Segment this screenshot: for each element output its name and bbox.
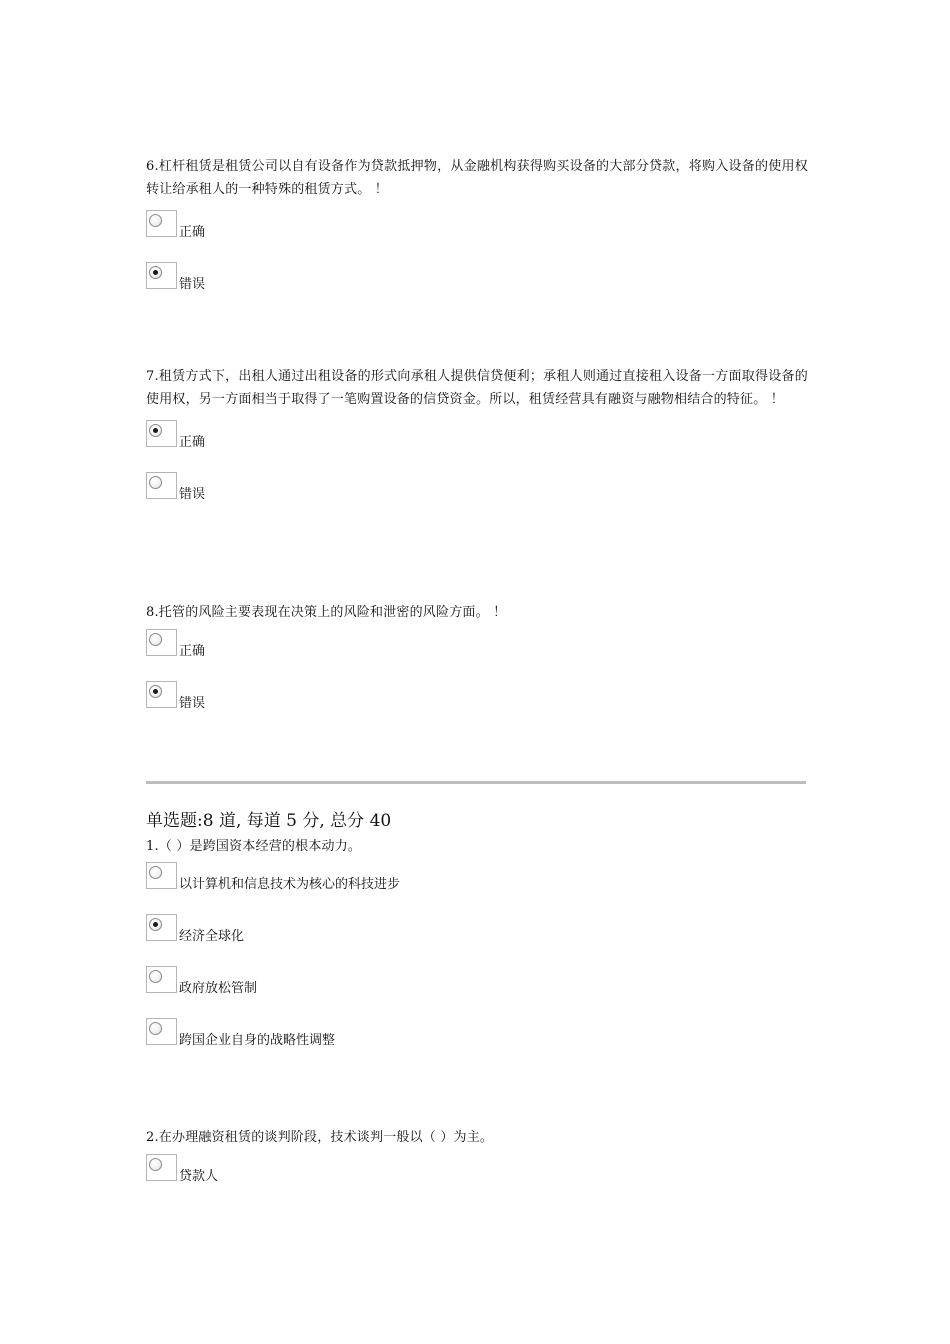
question-6 bbox=[146, 156, 808, 314]
option-label: 错误 bbox=[179, 277, 206, 292]
radio-box[interactable] bbox=[146, 210, 177, 237]
section-divider bbox=[146, 781, 806, 784]
question-8 bbox=[146, 602, 808, 733]
question-7 bbox=[146, 366, 808, 524]
option-label: 错误 bbox=[179, 487, 206, 502]
radio-button-icon[interactable] bbox=[149, 214, 162, 227]
option-label: 以计算机和信息技术为核心的科技进步 bbox=[179, 876, 401, 892]
single-choice-question-1 bbox=[146, 836, 808, 1070]
option-label: 经济全球化 bbox=[179, 928, 245, 944]
option-label: 错误 bbox=[179, 695, 206, 711]
question-text: 6.杠杆租赁是租赁公司以自有设备作为贷款抵押物，从金融机构获得购买设备的大部分贷款，将购入设备的使用权转让给承租人的一种特殊的租赁方式。 ！ bbox=[146, 159, 808, 197]
option-d[interactable] bbox=[146, 1018, 808, 1070]
option-label: 贷款人 bbox=[179, 1168, 219, 1184]
radio-button-icon[interactable] bbox=[149, 970, 162, 983]
question-text: 2.在办理融资租赁的谈判阶段，技术谈判一般以（ ）为主。 bbox=[146, 1130, 494, 1145]
radio-button-checked-icon[interactable] bbox=[149, 424, 162, 437]
option-label: 跨国企业自身的战略性调整 bbox=[179, 1032, 336, 1048]
option-correct[interactable] bbox=[146, 420, 808, 472]
option-wrong[interactable] bbox=[146, 262, 808, 314]
radio-button-icon[interactable] bbox=[149, 1022, 162, 1035]
radio-box[interactable] bbox=[146, 472, 177, 499]
single-choice-question-2 bbox=[146, 1127, 808, 1206]
radio-button-checked-icon[interactable] bbox=[149, 266, 162, 279]
radio-button-checked-icon[interactable] bbox=[149, 918, 162, 931]
option-a[interactable] bbox=[146, 1154, 808, 1206]
option-wrong[interactable] bbox=[146, 472, 808, 524]
section-title: 单选题:8 道, 每道 5 分, 总分 40 bbox=[146, 811, 392, 831]
question-text: 8.托管的风险主要表现在决策上的风险和泄密的风险方面。 ！ bbox=[146, 605, 507, 620]
radio-box[interactable] bbox=[146, 629, 177, 656]
radio-box[interactable] bbox=[146, 1154, 177, 1181]
radio-box[interactable] bbox=[146, 914, 177, 941]
question-text: 1.（ ）是跨国资本经营的根本动力。 bbox=[146, 839, 362, 854]
option-wrong[interactable] bbox=[146, 681, 808, 733]
radio-button-icon[interactable] bbox=[149, 633, 162, 646]
option-label: 政府放松管制 bbox=[179, 980, 258, 996]
radio-box[interactable] bbox=[146, 862, 177, 889]
radio-box[interactable] bbox=[146, 420, 177, 447]
question-text: 7.租赁方式下，出租人通过出租设备的形式向承租人提供信贷便利；承租人则通过直接租入设备一方面取得设备的使用权，另一方面相当于取得了一笔购置设备的信贷资金。所以，租赁经营具有融资与融物相结合的特征。 ！ bbox=[146, 369, 808, 407]
option-label: 正确 bbox=[179, 643, 206, 659]
radio-button-checked-icon[interactable] bbox=[149, 685, 162, 698]
radio-box[interactable] bbox=[146, 1018, 177, 1045]
option-correct[interactable] bbox=[146, 629, 808, 681]
radio-box[interactable] bbox=[146, 966, 177, 993]
radio-button-icon[interactable] bbox=[149, 476, 162, 489]
radio-button-icon[interactable] bbox=[149, 1158, 162, 1171]
option-correct[interactable] bbox=[146, 210, 808, 262]
radio-box[interactable] bbox=[146, 681, 177, 708]
option-label: 正确 bbox=[179, 225, 206, 240]
option-label: 正确 bbox=[179, 435, 206, 450]
radio-box[interactable] bbox=[146, 262, 177, 289]
option-a[interactable] bbox=[146, 862, 808, 914]
option-c[interactable] bbox=[146, 966, 808, 1018]
option-b[interactable] bbox=[146, 914, 808, 966]
radio-button-icon[interactable] bbox=[149, 866, 162, 879]
